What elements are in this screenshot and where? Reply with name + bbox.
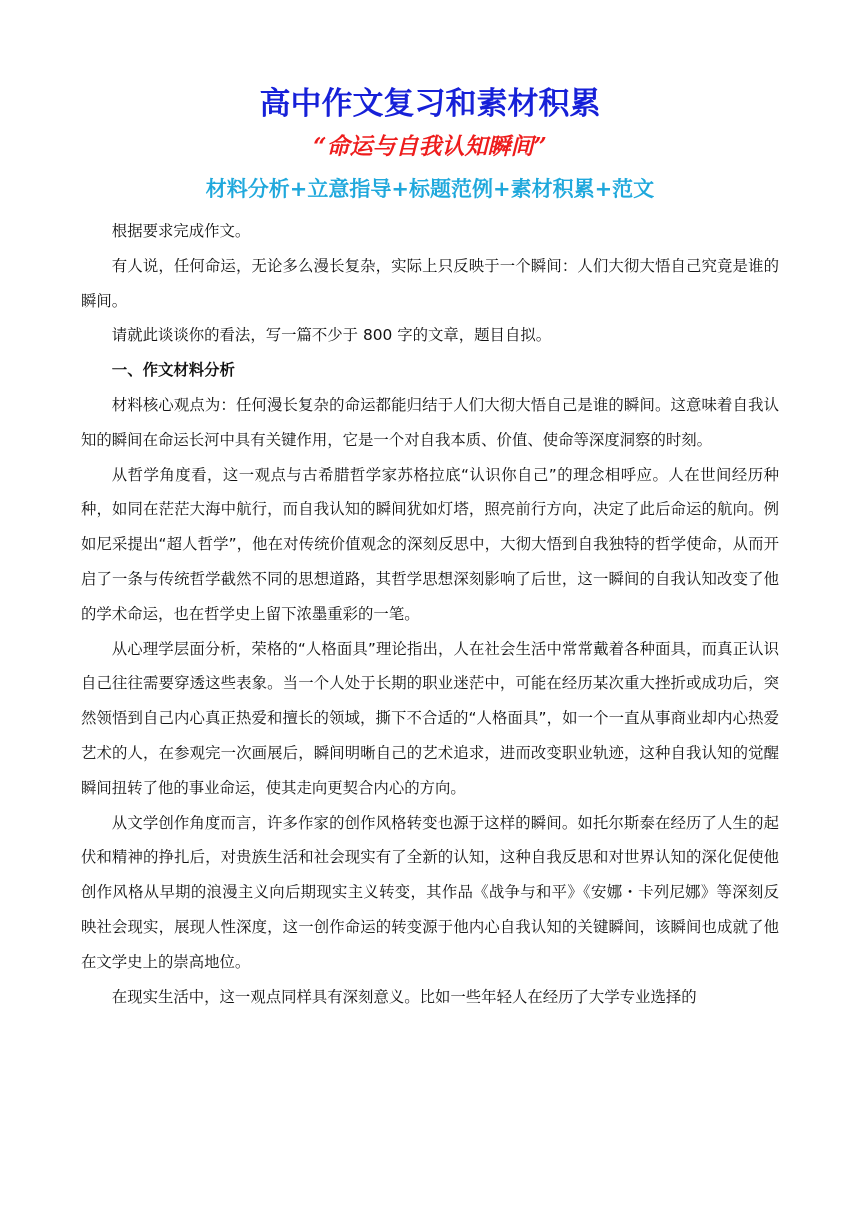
analysis-paragraph-reality: 在现实生活中，这一观点同样具有深刻意义。比如一些年轻人在经历了大学专业选择的 xyxy=(111,987,697,1006)
prompt-paragraph: 有人说，任何命运，无论多么漫长复杂，实际上只反映于一个瞬间：人们大彻大悟自己究竟是谁的瞬间。 xyxy=(81,256,779,310)
document-content xyxy=(81,80,779,1014)
instruction-paragraph: 根据要求完成作文。 xyxy=(111,222,251,240)
analysis-paragraph-core: 材料核心观点为：任何漫长复杂的命运都能归结于人们大彻大悟自己是谁的瞬间。这意味着自我认知的瞬间在命运长河中具有关键作用，它是一个对自我本质、价值、使命等深度洞察的时刻。 xyxy=(81,395,779,449)
analysis-paragraph-philosophy: 从哲学角度看，这一观点与古希腊哲学家苏格拉底“认识你自己”的理念相呼应。人在世间经历种种，如同在茫茫大海中航行，而自我认知的瞬间犹如灯塔，照亮前行方向，决定了此后命运的航向。例如尼采提出“超人哲学”，他在对传统价值观念的深刻反思中，大彻大悟到自我独特的哲学使命，从而开启了一条与传统哲学截然不同的思想道路，其哲学思想深刻影响了后世，这一瞬间的自我认知改变了他的学术命运，也在哲学史上留下浓墨重彩的一笔。 xyxy=(81,465,779,623)
document-tagline: 材料分析+立意指导+标题范例+素材积累+范文 xyxy=(205,177,655,201)
requirement-paragraph: 请就此谈谈你的看法，写一篇不少于 800 字的文章，题目自拟。 xyxy=(111,326,552,345)
document-subtitle: “命运与自我认知瞬间” xyxy=(313,133,547,160)
analysis-paragraph-psychology: 从心理学层面分析，荣格的“人格面具”理论指出，人在社会生活中常常戴着各种面具，而真正认识自己往往需要穿透这些表象。当一个人处于长期的职业迷茫中，可能在经历某次重大挫折或成功后，突然领悟到自己内心真正热爱和擅长的领域，撕下不合适的“人格面具”，如一个一直从事商业却内心热爱艺术的人，在参观完一次画展后，瞬间明晰自己的艺术追求，进而改变职业轨迹，这种自我认知的觉醒瞬间扭转了他的事业命运，使其走向更契合内心的方向。 xyxy=(81,639,779,797)
document-title: 高中作文复习和素材积累 xyxy=(259,86,601,122)
section-heading-material-analysis: 一、作文材料分析 xyxy=(111,361,235,380)
analysis-paragraph-literature: 从文学创作角度而言，许多作家的创作风格转变也源于这样的瞬间。如托尔斯泰在经历了人生的起伏和精神的挣扎后，对贵族生活和社会现实有了全新的认知，这种自我反思和对世界认知的深化促使他创作风格从早期的浪漫主义向后期现实主义转变，其作品《战争与和平》《安娜・卡列尼娜》等深刻反映社会现实，展现人性深度，这一创作命运的转变源于他内心自我认知的关键瞬间，该瞬间也成就了他在文学史上的崇高地位。 xyxy=(81,813,779,971)
